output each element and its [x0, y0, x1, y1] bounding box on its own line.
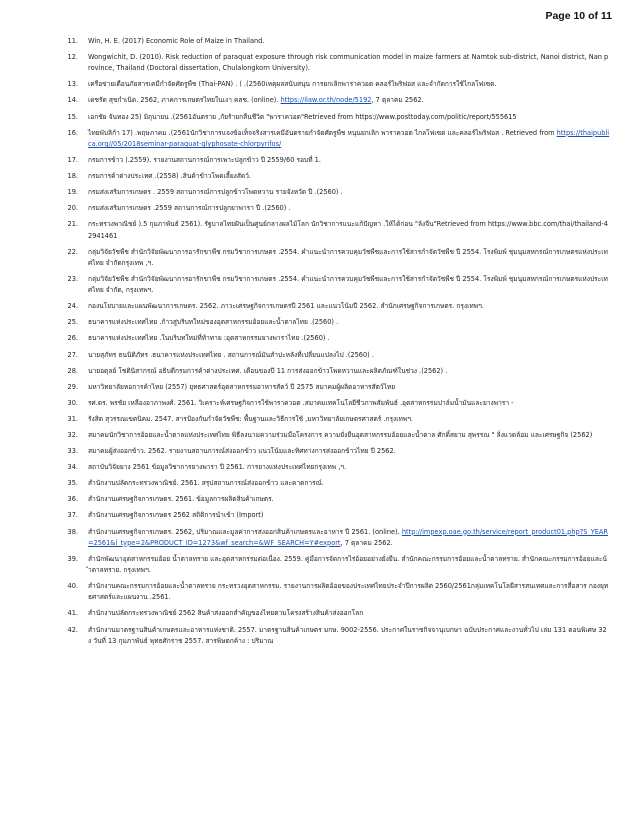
reference-item [62, 382, 610, 393]
reference-text: รศ.ดร. พรชัย เหลืองอาภาพงศ์. 2561. วิเคราะห์เศรษฐกิจการใช้พาราควอต .สมาคมเทคโนโลยีชีวภาพสัมพันธ์ .อุตสาหกรรมปาล์มน้ำมันและยางพารา - [88, 398, 514, 407]
reference-text: กรมส่งเสริมการเกษตร . 2559 สถานการณ์การปลูกข้าวโพดหวาน รายจังหวัด ปี .(2560) . [88, 188, 343, 197]
reference-item [62, 112, 610, 123]
reference-number: 23. [67, 274, 78, 283]
reference-item [62, 187, 610, 198]
reference-text: สำนักงานมาตรฐานสินค้าเกษตรและอาหารแห่งชาติ. 2557. มาตรฐานสินค้าเกษตร มกษ. 9002-2556. ประกาศในราชกิจจานุเบกษา ฉบับประกาศและงานทั่วไป เล่ม 131 ตอนพิเศษ 32 ง วันที่ 13 กุมภาพันธ์ พุทธศักราช 2557. สารพิษตกค้าง : ปริมาณ [88, 625, 607, 645]
reference-number: 38. [67, 527, 78, 536]
reference-number: 27. [67, 350, 78, 359]
reference-number: 32. [67, 430, 78, 439]
reference-item [62, 155, 610, 166]
reference-item [62, 247, 610, 269]
reference-number: 41. [67, 609, 78, 618]
reference-number: 15. [67, 112, 78, 121]
reference-number: 31. [67, 414, 78, 423]
reference-number: 30. [67, 398, 78, 407]
reference-text: ธนาคารแห่งประเทศไทย .ก้าวสู่บริบทใหม่ของอุตสาหกรรมอ้อยและน้ำตาลไทย .(2560) . [88, 318, 339, 327]
reference-item [62, 95, 610, 106]
reference-text: กลุ่มวิจัยวัชพืช สำนักวิจัยพัฒนาการอารักขาพืช กรมวิชาการเกษตร .2554. คำแนะนำการควบคุมวัชพืชและการใช้สารกำจัดวัชพืช ปี 2554. โรงพิมพ์ ชุมนุมสหกรณ์การเกษตรแห่งประเทศไทย จำกัดกรุงเทพ ,ฯ. [88, 247, 608, 267]
reference-number: 42. [67, 625, 78, 634]
reference-number: 37. [67, 511, 78, 520]
reference-text: Wongwichit, D. (2010). Risk reduction of paraquat exposure through risk communication model in maize farmers at Namtok sub-district, Nanoi district, Nan province, Thailand (Doctoral dissertation, Chulalongkorn University). [88, 53, 609, 73]
reference-number: 11. [67, 37, 78, 45]
reference-text: กองนโยบายและแผนพัฒนาการเกษตร. 2562. ภาวะเศรษฐกิจการเกษตรปี 2561 และแนวโน้มปี 2562. สำนักเศรษฐกิจการเกษตร. กรุงเทพฯ. [88, 302, 484, 311]
reference-text: กรมการค้าต่างประเทศ .(2558) .สินค้าข้าวโพดเลี้ยงสัตว์. [88, 172, 252, 181]
reference-number: 21. [67, 220, 78, 229]
reference-number: 25. [67, 318, 78, 327]
reference-item [62, 446, 610, 457]
reference-item [62, 581, 610, 603]
reference-number: 39. [67, 554, 78, 563]
reference-item [62, 128, 610, 150]
reference-item [62, 608, 610, 619]
reference-text: กรมส่งเสริมการเกษตร .2559 สถานการณ์การปลูกยาพารา ปี .(2560) . [88, 204, 291, 213]
reference-text: สถาบันวิจัยยาง 2561 ข้อมูลวิชาการยางพารา ปี 2561. การยางแห่งประเทศไทยกรุงเทพ ,ฯ. [88, 463, 347, 472]
reference-number: 24. [67, 302, 78, 311]
page-number: Page 10 of 11 [545, 10, 612, 22]
reference-number: 29. [67, 382, 78, 391]
reference-text: นายสุภัทร ธนนิติภัทร .ธนาคารแห่งประเทศไทย . สถานการณ์มันสำปะหลังที่เปลี่ยนแปลงไป .(2560) . [88, 350, 374, 359]
reference-text: สำนักงานปลัดกระทรวงพาณิชย์. 2561. สรุปสถานการณ์ส่งออกข้าว และคาดการณ์. [88, 479, 324, 488]
reference-item [62, 350, 610, 361]
reference-item [62, 510, 610, 521]
reference-text: ไทยพับลิก้า 17) .พฤษภาคม .(2561นักวิชาการแจงข้อเท็จจริงสารเคมีอันตรายกำจัดศัตรูพืช หนุนยกเลิก พาราควอต ไกลโฟเซต และคลอร์ไพริฟอส . Retrieved from [88, 128, 557, 137]
reference-item [62, 554, 610, 576]
reference-text: เอกชัย จันทอง 25) มิถุนายน .(2561อันตราย ,กัยร้ายกลืนชีวิต "พาราควอต"Retrieved from https://www.posttoday.com/politic/report/555615 [88, 112, 517, 121]
reference-item [62, 317, 610, 328]
reference-number: 16. [67, 128, 78, 137]
reference-number: 33. [67, 447, 78, 456]
reference-number: 20. [67, 204, 78, 213]
reference-item [62, 478, 610, 489]
reference-text: สมาคมผู้ส่งออกข้าว. 2562. รายงานสถานการณ์ส่งออกข้าว แนวโน้มและทิศทางการส่งออกข้าวไทย ปี 2562. [88, 447, 396, 456]
reference-item [62, 527, 610, 549]
reference-text: กลุ่มวิจัยวัชพืช สำนักวิจัยพัฒนาการอารักขาพืช กรมวิชาการเกษตร .2554. คำแนะนำการควบคุมวัชพืชและการใช้สารกำจัดวัชพืช ปี 2554. โรงพิมพ์ ชุมนุมสหกรณ์การเกษตรแห่งประเทศไทย จำกัด, กรุงเทพฯ. [88, 274, 608, 295]
reference-text: เดชรัต สุขกำเนิด. 2562, ภาคการเกษตรไทยในเงา คสช. (online). [88, 96, 281, 105]
reference-number: 14. [67, 96, 78, 105]
reference-item [62, 52, 610, 74]
reference-item [62, 219, 610, 241]
reference-text: นายอดุลย์ โชตินิสากรณ์ อธิบดีกรมการค้าต่างประเทศ. เดือนของปี 11 การส่งออกข้าวโพดหวานและผลิตภัณฑ์ในช่วง .(2562) . [88, 366, 448, 375]
reference-text: รังสิต สุวรรณเขตนิคม. 2547. สารป้องกันกำจัดวัชพืช: พื้นฐานและวิธีการใช้ ,มหาวิทยาลัยเกษตรศาสตร์ .กรุงเทพฯ. [88, 414, 413, 423]
reference-text: Win, H. E. (2017) Economic Role of Maize in Thailand. [88, 37, 265, 45]
reference-text: สำนักงานปลัดกระทรวงพาณิชย์ 2562 สินค้าส่งออกสำคัญของไทยตามโครงสร้างสินค้าส่งออกโลก [88, 609, 364, 618]
reference-text: กรมการข้าว ).2559). รายงานสถานการณ์การเพาะปลูกข้าว ปี 2559/60 รอบที่ 1. [88, 155, 321, 164]
reference-text: สำนักงานคณะกรรมการอ้อยและน้ำตาลทราย กระทรวงอุตสาหกรรม. รายงานการผลิตอ้อยของประเทศไทยประจำปีการผลิต 2560/2561กลุ่มเทคโนโลยีสารสนเทศและการสื่อสาร กองยุทธศาสตร์และแผนงาน .2561. [88, 582, 609, 602]
reference-text: มหาวิทยาลัยหอการค้าไทย (2557) ยุทธศาสตร์อุตสาหกรรมอาหารสัตว์ ปี 2575 สมาคมผู้ผลิตอาหารสัตว์ไทย [88, 382, 396, 391]
reference-item [62, 462, 610, 473]
reference-item [62, 36, 610, 47]
reference-number: 34. [67, 463, 78, 472]
reference-text: สำนักงานเศรษฐกิจการเกษตร. 2561. ข้อมูลการผลิตสินค้าเกษตร. [88, 495, 274, 504]
reference-number: 22. [67, 247, 78, 256]
reference-number: 35. [67, 479, 78, 488]
reference-number: 12. [67, 53, 78, 62]
reference-text-after-link: , 7 ตุลาคม 2562. [340, 538, 393, 547]
reference-item [62, 79, 610, 90]
reference-link[interactable]: https://thaipublica.org//05/2018seminar-paraquat-glyphosate-chlorpyrifos/ [88, 128, 610, 148]
reference-text: สำนักพัฒนาอุตสาหกรรมอ้อย น้ำตาลทราย และอุตสาหกรรมต่อเนื่อง. 2559. คู่มือการจัดการไร่อ้อยอย่างยั่งยืน. สำนักคณะกรรมการอ้อยและน้ำตาลทราย. สำนักคณะกรรมการอ้อยและน้ำตาลทราย. กรุงเทพฯ. [88, 554, 607, 575]
reference-text: เครือข่ายเตือนภัยสารเคมีกำจัดศัตรูพืช (Thai-PAN) . ( .(2560เหตุผลสนับสนุน การยกเลิกพาราควอต คลอร์ไพริฟอส และจำกัดการใช้ไกลโฟเซต. [88, 80, 497, 89]
reference-text: กระทรวงพาณิชย์ ).5 กุมภาพันธ์ 2561). รัฐบาลไทยฝันเป็นศูนย์กลางผลไม้โลก นักวิชาการแนะแก้ปัญหา .ให้ได้ก่อน "ล้งจีน"Retrieved from https://www.bbc.com/thai/thailand-42941461 [88, 220, 608, 240]
reference-link[interactable]: http://impexp.oae.go.th/service/report_product01.php?S_YEAR=2561&i_type=2&PRODUCT_ID=1273&wf_search=&WF_SEARCH=Y#export [88, 527, 608, 547]
reference-text: สำนักงานเศรษฐกิจการเกษตร. 2562, ปริมาณและมูลค่าการส่งออกสินค้าเกษตรและอาหาร ปี 2561. (online). [88, 527, 402, 536]
reference-item [62, 494, 610, 505]
reference-list [62, 36, 610, 652]
reference-number: 28. [67, 366, 78, 375]
reference-item [62, 333, 610, 344]
reference-item [62, 203, 610, 214]
reference-number: 19. [67, 188, 78, 197]
reference-item [62, 430, 610, 441]
reference-link[interactable]: https://ilaw.or.th/node/5192 [280, 96, 372, 105]
reference-number: 17. [67, 155, 78, 164]
reference-text-after-link: , 7 ตุลาคม 2562. [371, 96, 424, 105]
reference-text: สำนักงานเศรษฐกิจการเกษตร 2562 สถิติการนำเข้า (Import) [88, 511, 264, 520]
reference-text: ธนาคารแห่งประเทศไทย .ในบริบทใหม่ที่ท้าทาย :อุตสาหกรรมยางพาราไทย .(2560) . [88, 334, 330, 343]
reference-number: 26. [67, 334, 78, 343]
reference-number: 13. [67, 80, 78, 89]
reference-number: 40. [67, 582, 78, 591]
reference-item [62, 398, 610, 409]
reference-text: สมาคมนักวิชาการอ้อยและน้ำตาลแห่งประเทศไทย พิธีลงนามความร่วมมือโครงการ ความยั่งยืนอุตสาหกรรมอ้อยและน้ำตาล ศักดิ์สยาม สุพรรณ " ลิ่งแวดล้อม และเศรษฐกิจ (2562) [88, 430, 593, 439]
reference-number: 36. [67, 495, 78, 504]
reference-item [62, 366, 610, 377]
reference-number: 18. [67, 172, 78, 181]
reference-item [62, 414, 610, 425]
reference-item [62, 274, 610, 296]
reference-item [62, 625, 610, 647]
reference-item [62, 171, 610, 182]
reference-item [62, 301, 610, 312]
